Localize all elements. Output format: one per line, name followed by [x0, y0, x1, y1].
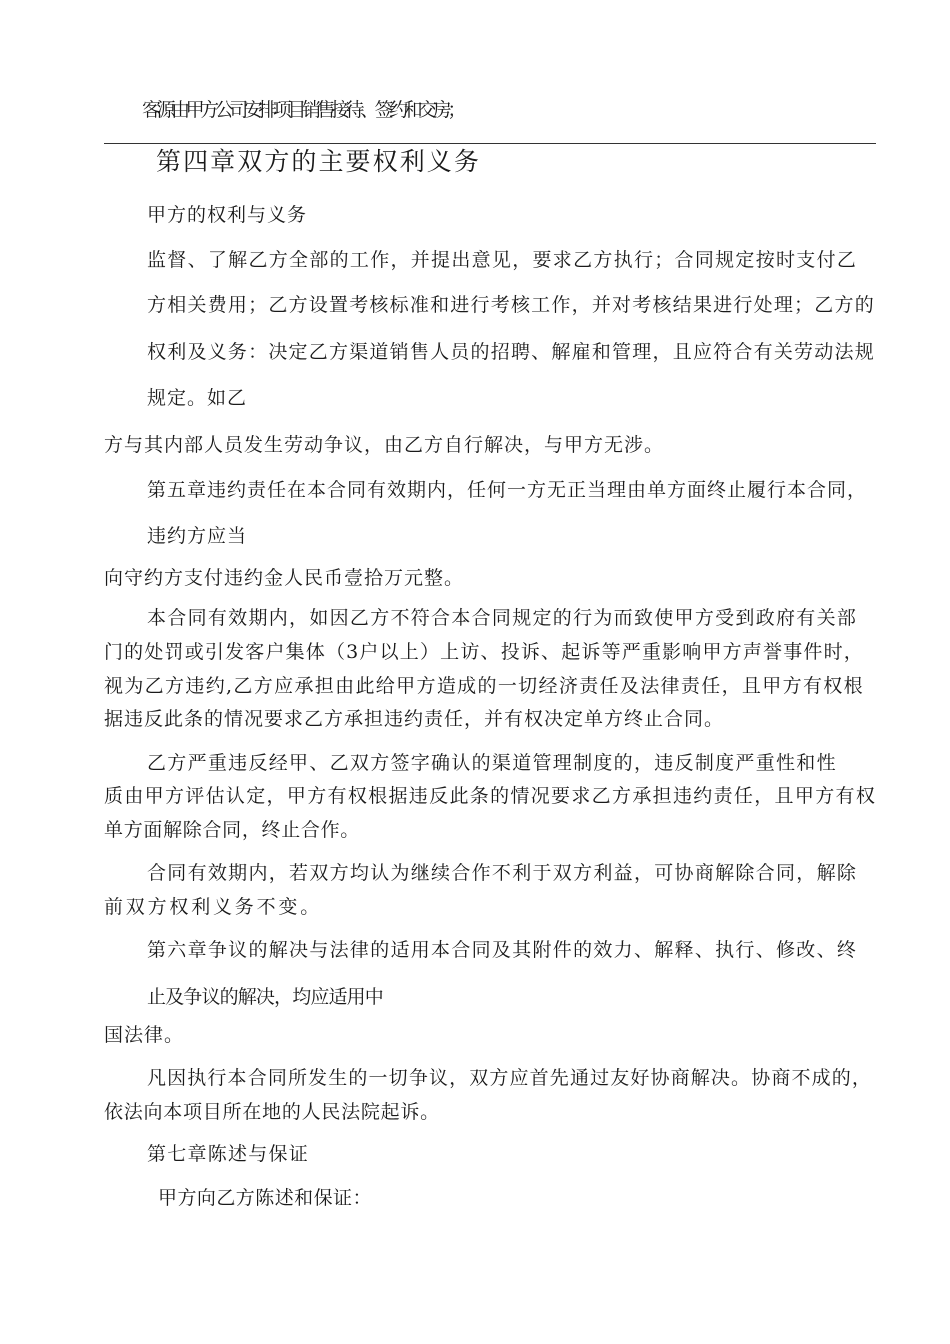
paragraph-line: 国法律。 — [104, 1024, 185, 1046]
paragraph-line: 单方面解除合同，终止合作。 — [104, 819, 360, 841]
paragraph-line: 规定。如乙 — [147, 387, 248, 409]
paragraph-line: 权利及义务：决定乙方渠道销售人员的招聘、解雇和管理，且应符合有关劳动法规 — [147, 341, 875, 363]
header-divider — [104, 143, 876, 144]
paragraph-line: 依法向本项目所在地的人民法院起诉。 — [104, 1101, 440, 1123]
paragraph-line: 本合同有效期内，如因乙方不符合本合同规定的行为而致使甲方受到政府有关部 — [147, 607, 858, 629]
paragraph-line: 据违反此条的情况要求乙方承担违约责任，并有权决定单方终止合同。 — [104, 708, 725, 730]
paragraph-line: 违约方应当 — [147, 525, 248, 547]
paragraph-line: 方相关费用；乙方设置考核标准和进行考核工作，并对考核结果进行处理；乙方的 — [147, 294, 875, 316]
intro-line: 客源由甲方公司安排项目销售接待、签约和交房； — [142, 99, 462, 121]
paragraph-line: 监督、了解乙方全部的工作，并提出意见，要求乙方执行；合同规定按时支付乙 — [147, 249, 858, 271]
paragraph-line: 门的处罚或引发客户集体（3户以上）上访、投诉、起诉等严重影响甲方声誉事件时， — [104, 641, 864, 663]
paragraph-line: 止及争议的解决，均应适用中 — [147, 986, 383, 1008]
paragraph-line: 凡因执行本合同所发生的一切争议，双方应首先通过友好协商解决。协商不成的， — [147, 1067, 873, 1089]
paragraph-line: 质由甲方评估认定，甲方有权根据违反此条的情况要求乙方承担违约责任，且甲方有权 — [104, 785, 877, 807]
paragraph-line: 乙方严重违反经甲、乙双方签字确认的渠道管理制度的，违反制度严重性和性 — [147, 752, 837, 774]
paragraph-line: 方与其内部人员发生劳动争议，由乙方自行解决，与甲方无涉。 — [104, 434, 665, 456]
chapter-5-line: 第五章违约责任在本合同有效期内，任何一方无正当理由单方面终止履行本合同， — [147, 479, 868, 501]
paragraph-line: 前双方权利义务不变。 — [104, 896, 323, 918]
paragraph-line: 合同有效期内，若双方均认为继续合作不利于双方利益，可协商解除合同，解除 — [147, 862, 858, 884]
chapter-6-line: 第六章争议的解决与法律的适用本合同及其附件的效力、解释、执行、修改、终 — [147, 939, 858, 961]
chapter-7-title: 第七章陈述与保证 — [147, 1143, 310, 1165]
paragraph-line: 向守约方支付违约金人民币壹拾万元整。 — [104, 567, 465, 589]
chapter-4-title: 第四章双方的主要权利义务 — [156, 147, 481, 176]
paragraph-line: 甲方的权利与义务 — [147, 204, 308, 226]
paragraph-line: 视为乙方违约,乙方应承担由此给甲方造成的一切经济责任及法律责任，且甲方有权根 — [104, 675, 864, 697]
paragraph-line: 甲方向乙方陈述和保证： — [158, 1187, 372, 1209]
